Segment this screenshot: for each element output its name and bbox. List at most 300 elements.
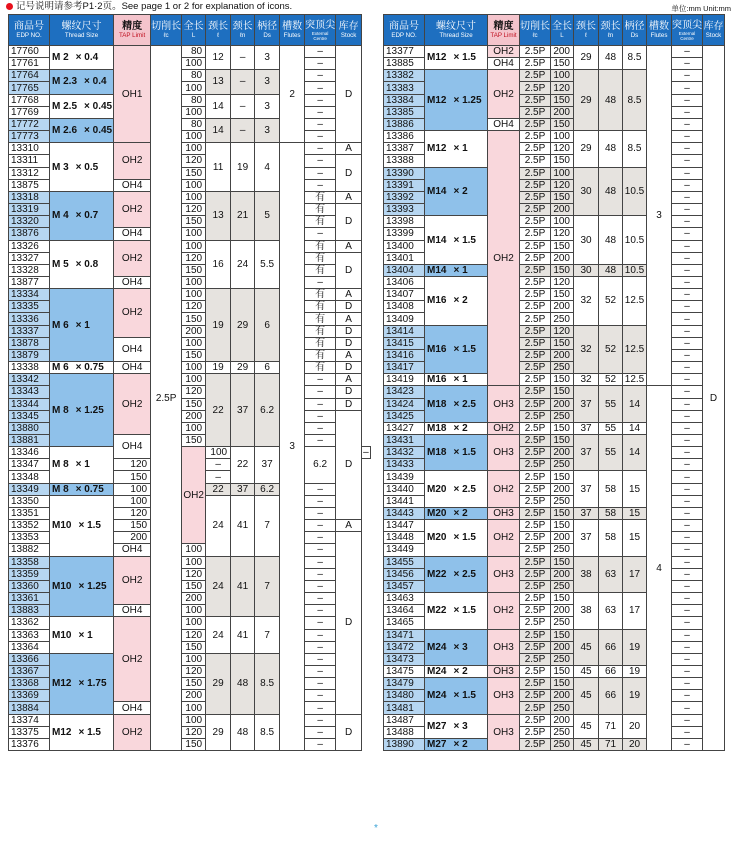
edp-number: 13319 [9,204,50,216]
neck-length-ln: 37 [231,374,255,447]
edp-number: 13408 [384,301,425,313]
cutting-length: 2.5P [520,58,551,70]
thread-size [425,629,488,665]
external-centre: – [672,580,703,592]
header-flutes-line: Flutes [650,32,668,39]
thread-pitch: × 1.5 [453,52,476,64]
external-centre: – [672,228,703,240]
header-flutes-line: 槽数 [282,21,303,32]
thread-size [425,435,488,471]
thread-diameter: M24 [427,666,447,678]
tap-limit: OH4 [114,179,151,191]
cutting-length: 2.5P [151,46,182,751]
shank-diameter: 6 [255,289,280,362]
cutting-length: 2.5P [520,264,551,276]
edp-number: 13414 [384,325,425,337]
external-centre: – [672,593,703,605]
stock-status: D [336,410,362,519]
tap-limit: OH2 [488,70,520,119]
thread-size [50,714,114,750]
header-ds-line: Ds [263,32,271,39]
external-centre: – [305,94,336,106]
external-centre: 有 [305,289,336,301]
external-centre: – [305,106,336,118]
thread-pitch: × 0.5 [75,161,99,173]
shank-diameter: 14 [623,435,647,471]
overall-length: 250 [551,410,574,422]
thread-size [425,556,488,592]
thread-pitch: × 0.4 [84,76,107,88]
edp-number: 13369 [9,690,50,702]
thread-diameter: M22 [427,568,447,580]
external-centre: – [206,471,231,483]
thread-diameter: M 8 [52,404,69,416]
thread-diameter: M12 [427,143,447,155]
edp-number: 13404 [384,264,425,276]
thread-size [425,422,488,434]
edp-number: 13417 [384,362,425,374]
shank-diameter: 20 [623,738,647,750]
neck-length-l: 24 [206,495,231,556]
overall-length: 150 [551,374,574,386]
edp-number: 13347 [9,459,50,471]
header-lc-line: 切削长 [151,21,182,32]
overall-length: 100 [182,422,206,434]
external-centre: 有 [305,264,336,276]
thread-pitch: × 1 [453,264,468,276]
overall-length: 150 [551,155,574,167]
edp-number: 13361 [9,593,50,605]
overall-length: 200 [551,301,574,313]
thread-diameter: M 2.5 [52,100,78,112]
edp-number: 13488 [384,726,425,738]
external-centre: – [672,58,703,70]
external-centre: – [672,726,703,738]
neck-length-ln: 66 [599,665,623,677]
tap-limit: OH3 [488,556,520,592]
overall-length: 100 [182,556,206,568]
neck-length-ln: 71 [599,714,623,738]
edp-number: 13433 [384,459,425,471]
header-thread [50,15,114,46]
thread-diameter: M20 [427,483,447,495]
tap-limit: OH4 [488,118,520,130]
tap-limit: OH4 [114,435,151,459]
edp-number: 13311 [9,155,50,167]
cutting-length: 2.5P [520,653,551,665]
thread-diameter: M20 [427,532,447,544]
shank-diameter: 8.5 [255,714,280,750]
stock-status: D [336,337,362,349]
stock-status: D [336,714,362,750]
external-centre: – [305,118,336,130]
overall-length: 150 [114,471,151,483]
edp-number: 13338 [9,362,50,374]
header-ln [599,15,623,46]
tap-limit: OH2 [488,471,520,507]
external-centre: – [672,337,703,349]
external-centre: – [672,629,703,641]
external-centre: 有 [305,313,336,325]
overall-length: 150 [551,435,574,447]
header-edp-line: 商品号 [389,21,419,32]
header-ds [623,15,647,46]
cutting-length: 2.5P [520,204,551,216]
edp-number: 13376 [9,738,50,750]
header-stock-line: 库存 [703,21,724,32]
external-centre: – [672,325,703,337]
thread-pitch: × 1.25 [78,580,107,592]
icon-note-text: 记号说明请参考P1·2页。See page 1 or 2 for explanation of icons. [16,1,293,12]
thread-pitch: × 0.45 [84,100,113,112]
edp-number: 13336 [9,313,50,325]
header-L [551,15,574,46]
overall-length: 150 [551,422,574,434]
edp-number: 13384 [384,94,425,106]
red-dot-icon [6,3,13,10]
external-centre: – [672,714,703,726]
overall-length: 100 [182,106,206,118]
thread-size [425,264,488,276]
overall-length: 150 [551,520,574,532]
thread-pitch: × 1 [453,374,468,386]
thread-size [425,714,488,738]
overall-length: 120 [182,386,206,398]
stock-status: A [336,289,362,301]
edp-number: 13423 [384,386,425,398]
overall-length: 100 [182,337,206,349]
edp-number: 13350 [9,495,50,507]
external-centre: 有 [305,191,336,203]
neck-length-ln: 41 [231,617,255,653]
edp-number: 13431 [384,435,425,447]
cutting-length: 2.5P [520,556,551,568]
external-centre: – [672,605,703,617]
overall-length: 200 [551,641,574,653]
header-L [182,15,206,46]
external-centre: – [305,665,336,677]
header-centre-line: Centre [313,35,327,41]
shank-diameter: 6.2 [255,483,280,495]
overall-length: 120 [551,82,574,94]
thread-size [50,191,114,240]
thread-diameter: M16 [427,343,447,355]
overall-length: 120 [551,179,574,191]
neck-length-ln: 52 [599,374,623,386]
left-table-body [9,46,371,751]
thread-pitch: × 2 [453,738,468,750]
thread-pitch: × 3 [453,720,468,732]
thread-diameter: M27 [427,720,447,732]
external-centre: – [305,580,336,592]
shank-diameter: 8.5 [623,46,647,70]
overall-length: 150 [551,593,574,605]
overall-length: 250 [551,362,574,374]
overall-length: 200 [551,447,574,459]
external-centre: – [305,82,336,94]
neck-length-l: 30 [574,264,599,276]
tap-limit: OH2 [182,447,206,544]
neck-length-l: 37 [574,507,599,519]
table-row [384,629,725,641]
external-centre: – [305,605,336,617]
edp-number: 13884 [9,702,50,714]
edp-number: 13472 [384,641,425,653]
neck-length-l: 12 [206,46,231,70]
header-lc [520,15,551,46]
external-centre: – [305,568,336,580]
cutting-length: 2.5P [520,544,551,556]
cutting-length: 2.5P [520,483,551,495]
table-row [384,593,725,605]
neck-length-ln: 37 [231,483,255,495]
edp-number: 13348 [9,471,50,483]
neck-length-l: 24 [206,617,231,653]
external-centre: – [672,459,703,471]
header-stock [336,15,362,46]
thread-pitch: × 1 [75,319,90,331]
cutting-length: 2.5P [520,726,551,738]
icon-note [6,1,292,12]
external-centre: – [305,532,336,544]
shank-diameter: 12.5 [623,325,647,374]
external-centre: – [305,629,336,641]
stock-status: D [336,362,362,374]
table-row [384,665,725,677]
neck-length-l: 29 [206,714,231,750]
overall-length: 200 [551,483,574,495]
external-centre: – [672,495,703,507]
edp-number: 13366 [9,653,50,665]
external-centre: – [672,106,703,118]
overall-length: 100 [182,276,206,288]
neck-length-l: 24 [206,556,231,617]
shank-diameter: 12.5 [623,374,647,386]
neck-length-ln: 29 [231,362,255,374]
external-centre: – [672,678,703,690]
neck-length-l: 29 [574,46,599,70]
shank-diameter: 7 [255,617,280,653]
overall-length: 100 [182,617,206,629]
thread-diameter: M 4 [52,210,69,222]
external-centre: – [305,544,336,556]
header-thread-line: Thread Size [64,32,99,39]
overall-length: 120 [182,204,206,216]
cutting-length: 2.5P [520,276,551,288]
edp-number: 13415 [384,337,425,349]
external-centre: 有 [305,240,336,252]
neck-length-ln: 55 [599,435,623,471]
overall-length: 100 [182,143,206,155]
external-centre: – [672,483,703,495]
table-row [9,374,371,386]
thread-pitch: × 1.5 [453,605,476,617]
cutting-length: 2.5P [520,435,551,447]
thread-size [50,362,114,374]
overall-length: 200 [551,690,574,702]
overall-length: 200 [551,568,574,580]
shank-diameter: 12.5 [623,276,647,325]
neck-length-l: 37 [574,471,599,507]
overall-length: 250 [551,544,574,556]
overall-length: 100 [551,167,574,179]
tap-limit: OH4 [114,362,151,374]
external-centre: – [672,447,703,459]
thread-size [50,653,114,714]
external-centre: – [305,435,336,447]
neck-length-ln: 48 [599,167,623,216]
overall-length: 120 [182,726,206,738]
overall-length: 150 [182,313,206,325]
overall-length: 150 [114,520,151,532]
external-centre: – [305,678,336,690]
external-centre: 有 [305,325,336,337]
edp-number: 13359 [9,568,50,580]
stock-status: D [336,155,362,191]
tap-limit: OH4 [488,58,520,70]
shank-diameter: 19 [623,665,647,677]
cutting-length: 2.5P [520,532,551,544]
shank-diameter: 3 [255,118,280,142]
cutting-length: 2.5P [520,240,551,252]
thread-diameter: M24 [427,641,447,653]
tap-limit: OH2 [114,556,151,605]
neck-length-l: 29 [574,70,599,131]
stock-status: A [336,313,362,325]
overall-length: 100 [182,544,206,556]
neck-length-l: 29 [206,653,231,714]
thread-diameter: M18 [427,447,447,459]
cutting-length: 2.5P [520,386,551,398]
right-spec-table [383,14,725,751]
external-centre: – [672,617,703,629]
external-centre: – [672,386,703,398]
neck-length-l: 45 [574,678,599,714]
edp-number: 13465 [384,617,425,629]
tap-limit: OH2 [114,143,151,179]
neck-length-ln: 21 [231,191,255,240]
thread-pitch: × 2 [453,508,468,520]
neck-length-ln: 48 [599,264,623,276]
external-centre: – [672,374,703,386]
thread-diameter: M12 [427,94,447,106]
cutting-length: 2.5P [520,665,551,677]
table-row [384,556,725,568]
overall-length: 250 [551,738,574,750]
external-centre: – [206,459,231,471]
external-centre: – [305,726,336,738]
cutting-length: 2.5P [520,471,551,483]
external-centre: – [305,738,336,750]
overall-length: 120 [182,301,206,313]
external-centre: – [672,520,703,532]
thread-size [425,46,488,70]
thread-size [50,70,114,94]
external-centre: – [672,313,703,325]
edp-number: 13386 [384,131,425,143]
neck-length-l: 14 [206,94,231,118]
table-row [9,94,371,106]
edp-number: 13878 [9,337,50,349]
left-table-wrap [8,14,371,751]
table-row [384,46,725,58]
thread-size [50,240,114,289]
tap-limit: OH4 [114,605,151,617]
edp-number: 13320 [9,216,50,228]
header-lc [151,15,182,46]
cutting-length: 2.5P [520,325,551,337]
thread-pitch: × 2.5 [453,483,476,495]
header-tap [488,15,520,46]
overall-length: 200 [182,690,206,702]
overall-length: 150 [182,435,206,447]
thread-pitch: × 1.25 [453,94,482,106]
overall-length: 80 [182,46,206,58]
thread-pitch: × 0.7 [75,210,99,222]
external-centre: – [305,410,336,422]
shank-diameter: 14 [623,386,647,422]
thread-diameter: M24 [427,690,447,702]
thread-size [50,447,114,483]
edp-number: 17764 [9,70,50,82]
neck-length-l: 45 [574,714,599,738]
overall-length: 250 [551,702,574,714]
thread-pitch: × 3 [453,641,468,653]
external-centre: 有 [305,216,336,228]
overall-length: 150 [551,264,574,276]
external-centre: – [672,349,703,361]
neck-length-ln: 58 [599,507,623,519]
stock-status: D [336,252,362,288]
edp-number: 13424 [384,398,425,410]
edp-number: 13337 [9,325,50,337]
flutes: 3 [647,46,672,386]
overall-length: 250 [551,580,574,592]
table-row [384,216,725,228]
neck-length-ln: 58 [599,520,623,556]
overall-length: 100 [551,216,574,228]
neck-length-l: 30 [574,167,599,216]
external-centre: – [305,46,336,58]
cutting-length: 2.5P [520,495,551,507]
edp-number: 13432 [384,447,425,459]
edp-number: 13352 [9,520,50,532]
thread-size [50,46,114,70]
overall-length: 100 [551,131,574,143]
overall-length: 250 [551,726,574,738]
thread-pitch: × 1.5 [453,234,476,246]
edp-number: 17768 [9,94,50,106]
cutting-length: 2.5P [520,702,551,714]
header-centre-line: 突顶尖 [305,19,336,31]
cutting-length: 2.5P [520,289,551,301]
overall-length: 80 [182,70,206,82]
table-row [9,289,371,301]
edp-number: 13455 [384,556,425,568]
header-edp [9,15,50,46]
header-centre-line: External [311,30,329,36]
thread-size [50,483,114,495]
cutting-length: 2.5P [520,143,551,155]
shank-diameter: 20 [623,714,647,738]
cutting-length: 2.5P [520,690,551,702]
edp-number: 13877 [9,276,50,288]
stock-status: D [336,386,362,398]
edp-number: 13326 [9,240,50,252]
neck-length-l: 30 [574,216,599,265]
edp-number: 13456 [384,568,425,580]
overall-length: 200 [182,593,206,605]
